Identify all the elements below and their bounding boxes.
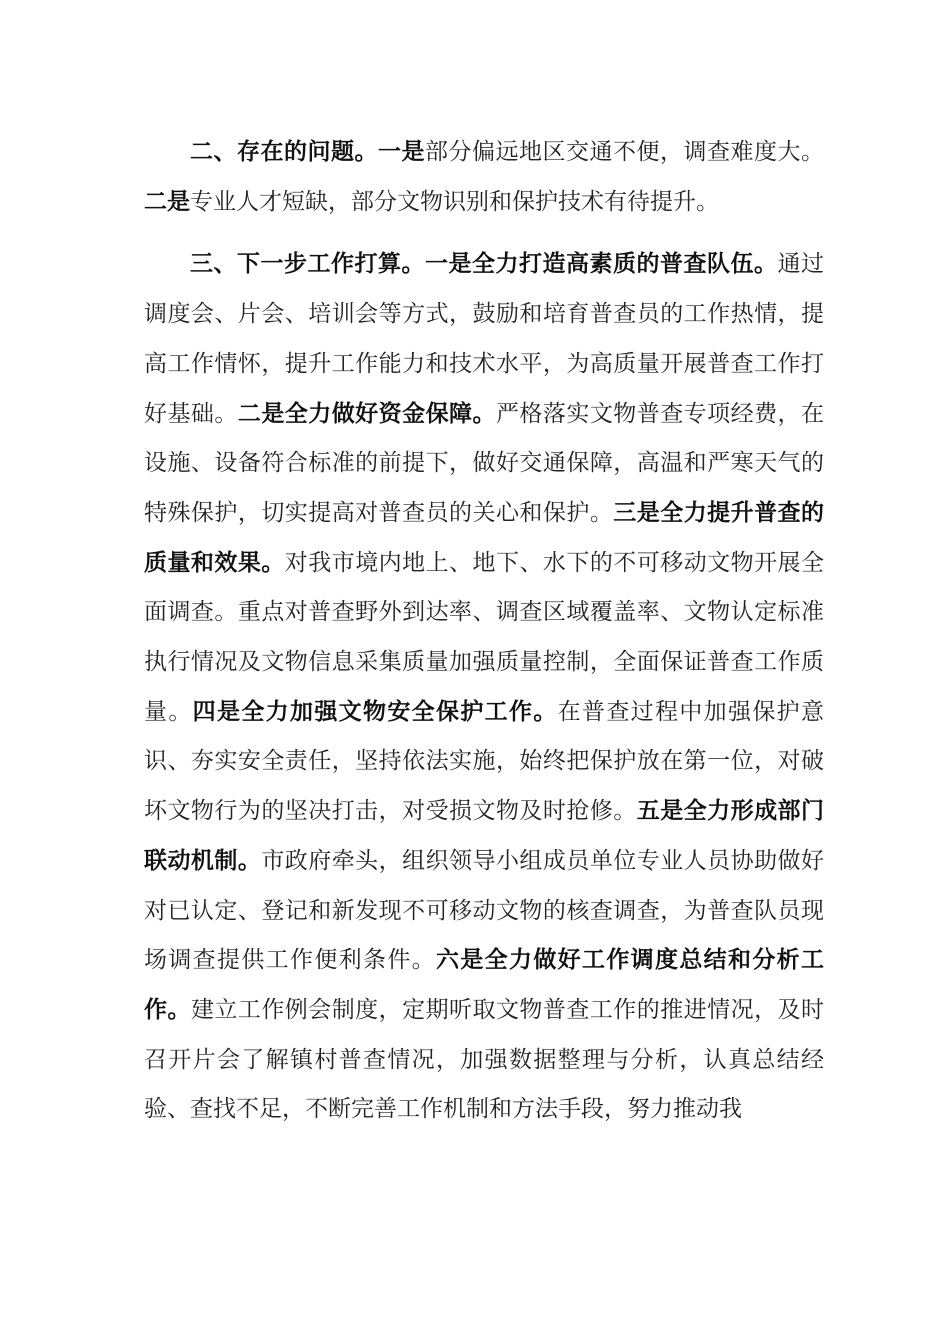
section-3-heading: 三、下一步工作打算。 [190,251,425,278]
section-3-item-6-lead: 六是全力做好工作调度总结和分析工作。 [144,947,825,1023]
section-3-item-5-text: 市政府牵头，组织领导小组成员单位专业人员协助做好对已认定、登记和新发现不可移动文物的核查调查，为普查队员现场调查提供工作便利条件。 [144,847,825,974]
section-3-item-4-text: 在普查过程中加强保护意识、夯实安全责任，坚持依法实施，始终把保护放在第一位，对破坏文物行为的坚决打击，对受损文物及时抢修。 [144,698,825,825]
section-3-item-6-text: 建立工作例会制度，定期听取文物普查工作的推进情况，及时召开片会了解镇村普查情况，加强数据整理与分析，认真总结经验、查找不足，不断完善工作机制和方法手段，努力推动我 [144,996,825,1123]
section-3-item-2-lead: 二是全力做好资金保障。 [237,400,496,427]
section-3-item-3-lead: 三是全力提升普查的质量和效果。 [144,499,825,576]
section-3-item-1-lead: 一是全力打造高素质的普查队伍。 [425,251,778,278]
section-2-item-2-lead: 二是 [144,188,190,215]
section-2-item-1-text: 部分偏远地区交通不便，调查难度大。 [425,139,824,165]
section-3-item-2-text: 严格落实文物普查专项经费，在设施、设备符合标准的前提下，做好交通保障，高温和严寒天气的特殊保护，切实提高对普查员的关心和保护。 [144,400,825,526]
section-2-item-2-text: 专业人才短缺，部分文物识别和保护技术有待提升。 [190,188,719,215]
document-page [144,128,824,1135]
section-3-item-4-lead: 四是全力加强文物安全保护工作。 [192,698,558,725]
section-2-paragraph [144,128,824,227]
section-2-heading: 二、存在的问题。 [190,139,378,165]
section-3-item-1-text: 通过调度会、片会、培训会等方式，鼓励和培育普查员的工作热情，提高工作情怀，提升工作能力和技术水平，为高质量开展普查工作打好基础。 [144,251,824,427]
section-2-item-1-lead: 一是 [378,139,425,165]
section-3-item-3-text: 对我市境内地上、地下、水下的不可移动文物开展全面调查。重点对普查野外到达率、调查区域覆盖率、文物认定标准执行情况及文物信息采集质量加强质量控制，全面保证普查工作质量。 [144,549,825,725]
section-3-paragraph [144,240,824,1135]
section-3-item-5-lead: 五是全力形成部门联动机制。 [144,798,825,874]
